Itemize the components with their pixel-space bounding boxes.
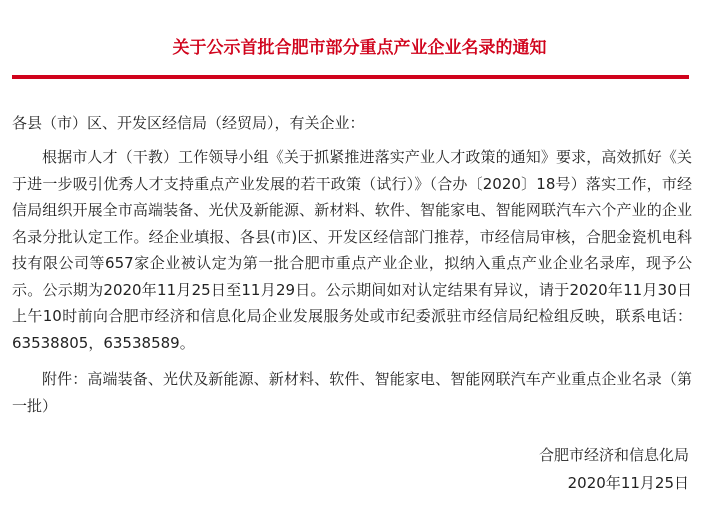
salutation: 各县（市）区、开发区经信局（经贸局），有关企业： (12, 114, 365, 132)
signature-organization: 合肥市经济和信息化局 (538, 446, 689, 464)
notice-paragraph-main: 根据市人才（干教）工作领导小组《关于抓紧推进落实产业人才政策的通知》要求，高效抓好《关于进一步吸引优秀人才支持重点产业发展的若干政策（试行）》（合办〔2020〕18号）落实工作，市经信局组织开展全市高端装备、光伏及新能源、新材料、软件、智能家电、智能网联汽车六个产业的企业名录分批认定工作。经企业填报、各县(市)区、开发区经信部门推荐，市经信局审核，合肥金瓷机电科技有限公司等657家企业被认定为第一批合肥市重点产业企业，拟纳入重点产业企业名录库，现予公示。公示期为2020年11月25日至11月29日。公示期间如对认定结果有异议，请于2020年11月30日上午10时前向合肥市经济和信息化局企业发展服务处或市纪委派驻市经信局纪检组反映，联系电话：63538805，63538589。 (12, 148, 692, 352)
signature-date: 2020年11月25日 (567, 474, 689, 492)
title-divider (12, 75, 689, 79)
notice-title: 关于公示首批合肥市部分重点产业企业名录的通知 (172, 38, 547, 58)
notice-paragraph-attachment: 附件：高端装备、光伏及新能源、新材料、软件、智能家电、智能网联汽车产业重点企业名录（第一批） (12, 370, 692, 415)
